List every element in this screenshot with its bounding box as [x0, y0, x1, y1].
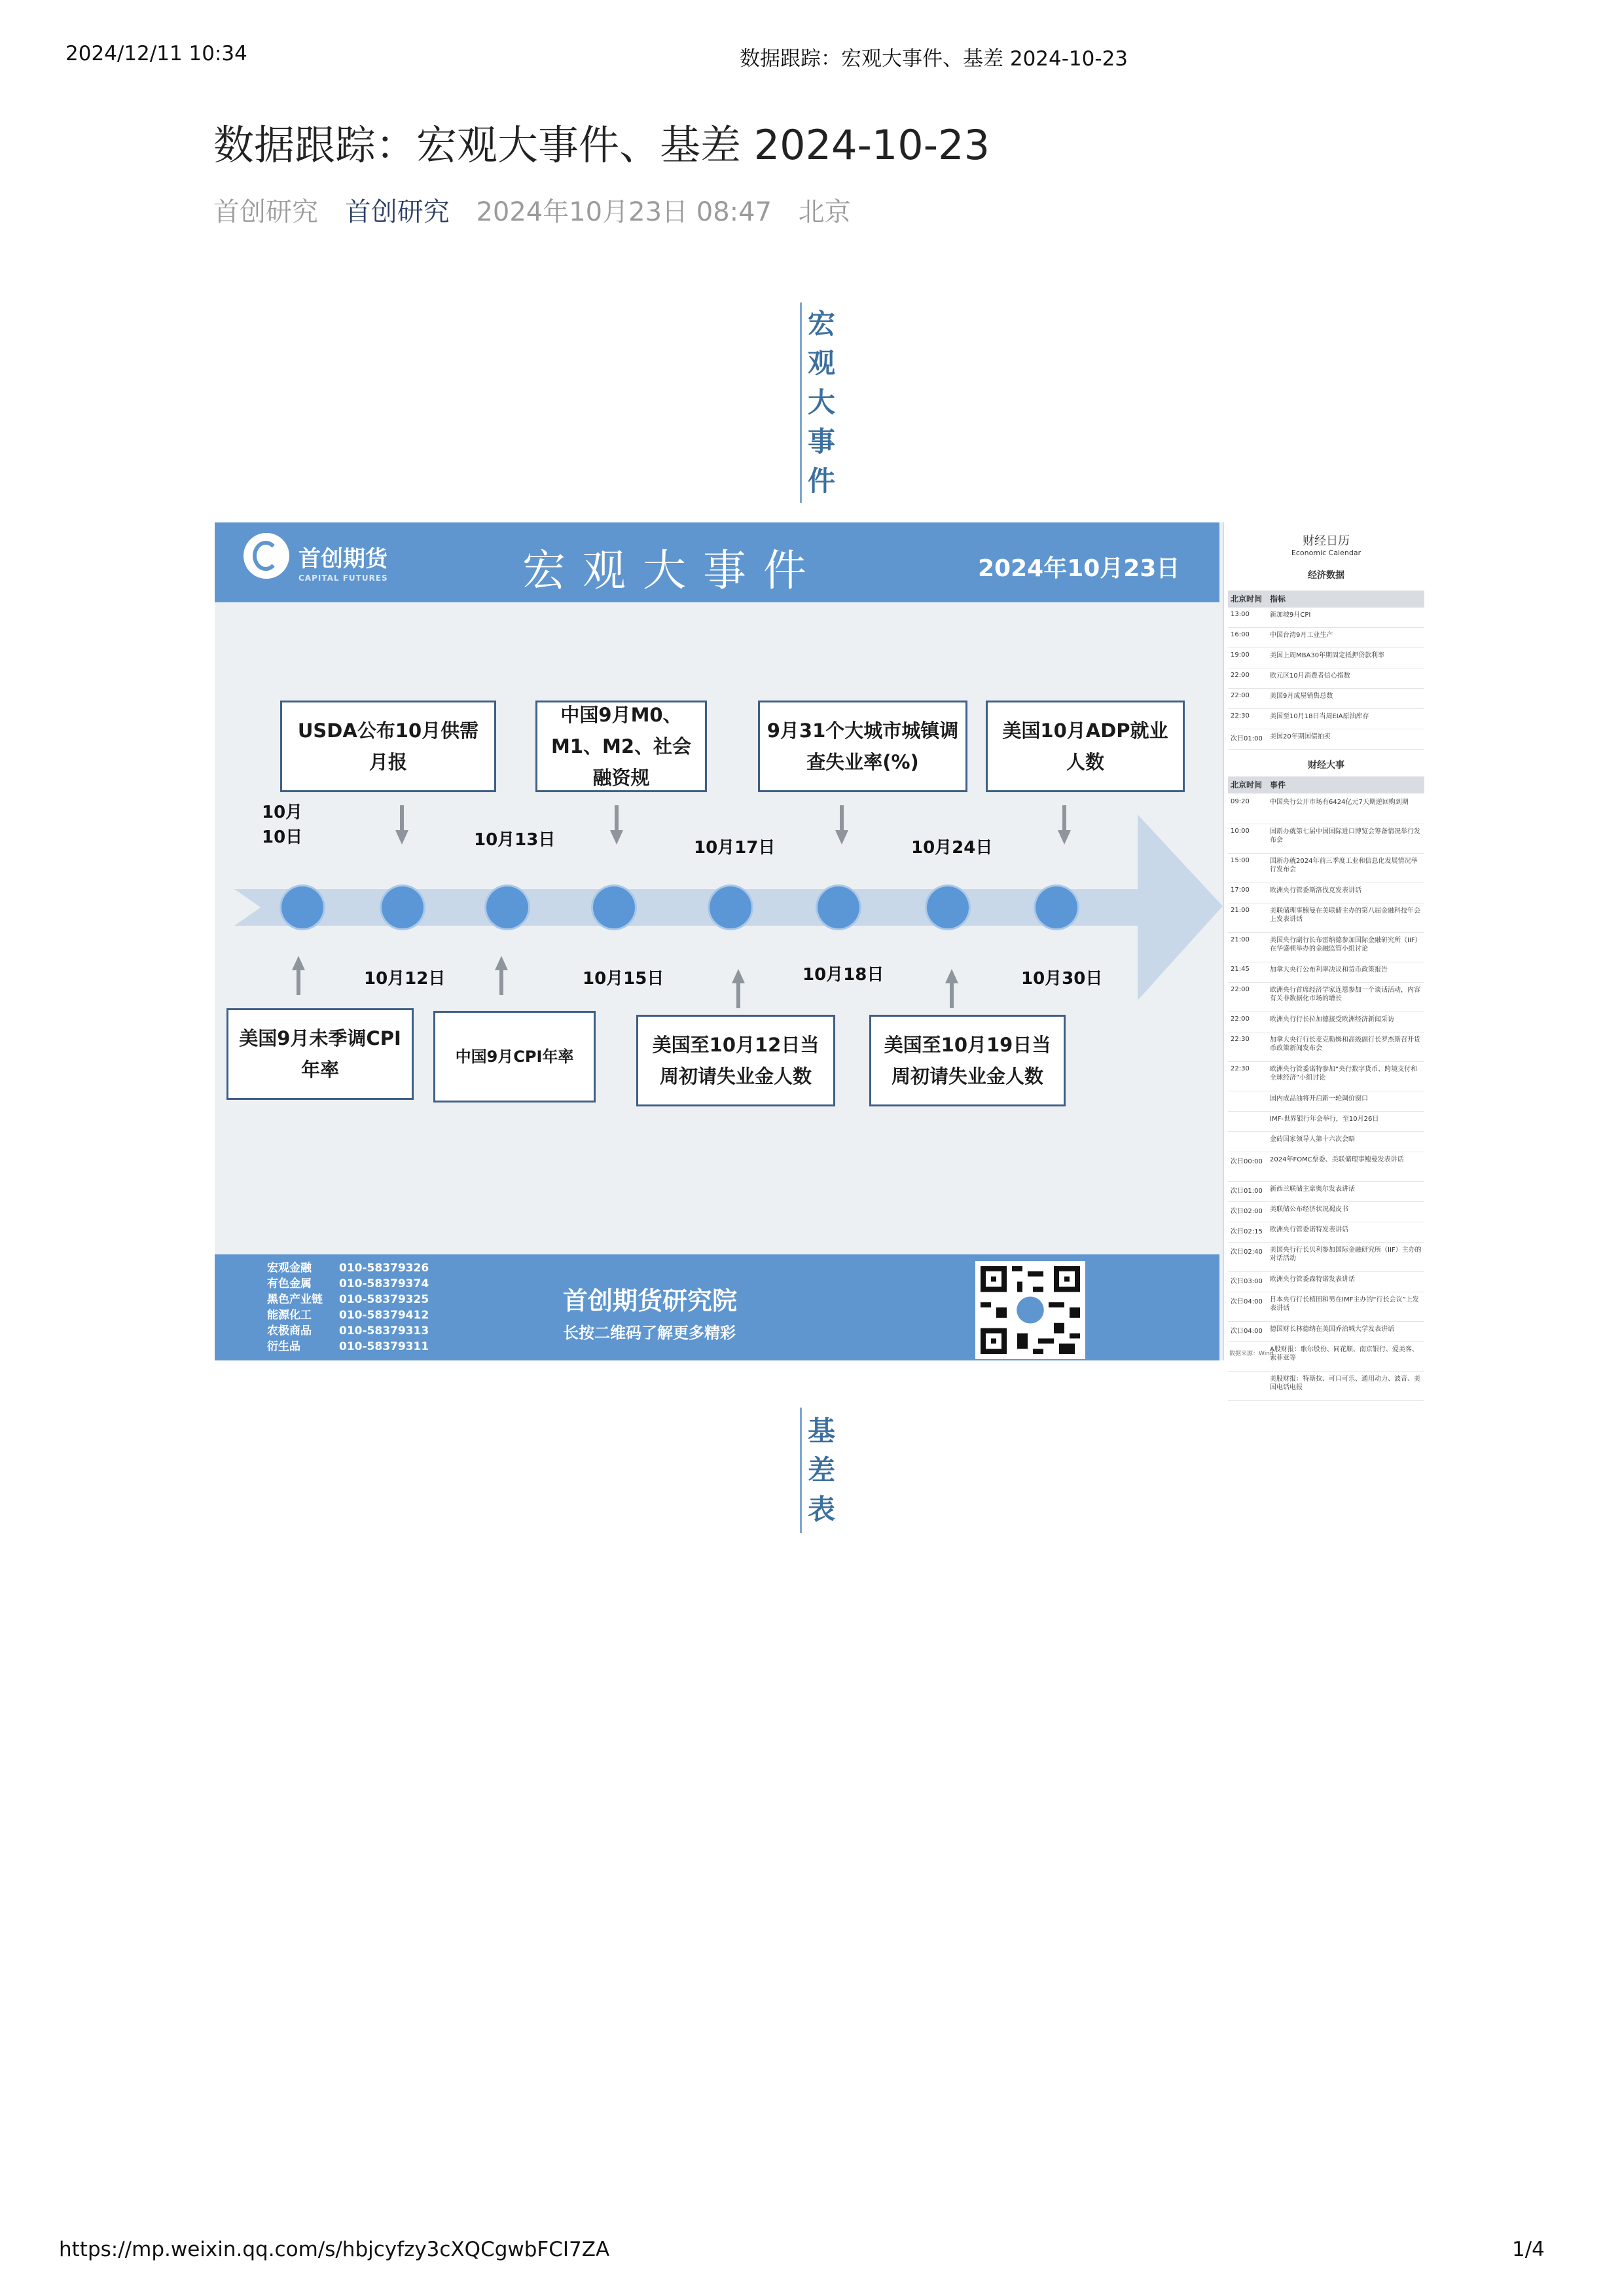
- event-china-money-supply: 中国9月M0、M1、M2、社会融资规: [535, 701, 707, 792]
- row-event: 美联储理事鲍曼在美联储主办的第八届金融科技年会上发表讲话: [1270, 907, 1420, 923]
- econ-table-header: [1228, 591, 1424, 608]
- contact-list: [267, 1261, 470, 1355]
- date-label: 10月12日: [364, 969, 446, 989]
- event-row: [1228, 1322, 1424, 1342]
- account-link[interactable]: 首创研究: [344, 197, 450, 227]
- row-event: 国新办就2024年前三季度工业和信息化发展情况举行发布会: [1270, 858, 1418, 873]
- row-event: 日本央行行长植田和男在IMF主办的“行长会议”上发表讲话: [1270, 1296, 1419, 1312]
- footer-url: https://mp.weixin.qq.com/s/hbjcyfzy3cXQCgwbFCI7ZA: [59, 2238, 610, 2261]
- event-china-cpi: 中国9月CPI年率: [433, 1011, 596, 1102]
- event-row: [1228, 1112, 1424, 1132]
- row-indicator: 中国台湾9月工业生产: [1270, 632, 1333, 639]
- row-time: 次日03:00: [1231, 1278, 1263, 1285]
- row-event: 欧洲央行管委斯洛伐克发表讲话: [1270, 887, 1361, 894]
- row-time: 13:00: [1231, 611, 1250, 618]
- down-arrow-icon: [395, 805, 408, 845]
- row-time: 19:00: [1231, 651, 1250, 659]
- section-char: 表: [807, 1493, 835, 1525]
- row-event: 美联储公布经济状况褐皮书: [1270, 1206, 1348, 1213]
- date-label: 10月13日: [474, 830, 556, 850]
- row-indicator: 美国20年期国债拍卖: [1270, 733, 1331, 740]
- event-row: [1228, 1272, 1424, 1292]
- econ-data-row: [1228, 729, 1424, 750]
- row-event: 欧洲央行管委诺特参加“央行数字货币、跨境支付和全球经济”小组讨论: [1270, 1066, 1418, 1082]
- row-time: 次日04:00: [1231, 1328, 1263, 1335]
- row-event: 德国财长林德纳在美国乔治城大学发表讲话: [1270, 1326, 1394, 1333]
- col-time: 北京时间: [1231, 780, 1263, 790]
- row-time: 次日00:00: [1231, 1158, 1263, 1165]
- event-row: [1228, 1132, 1424, 1152]
- date-label: 10月30日: [1021, 969, 1103, 989]
- row-event: 金砖国家领导人第十六次会晤: [1270, 1136, 1355, 1143]
- down-arrow-icon: [835, 805, 848, 845]
- timeline-dot: [382, 886, 424, 928]
- row-event: 欧洲央行行长拉加德接受欧洲经济新闻采访: [1270, 1016, 1394, 1023]
- author-name: 首创研究: [213, 197, 318, 227]
- event-row: [1228, 983, 1424, 1012]
- row-time: 22:00: [1231, 692, 1250, 699]
- page-title: 数据跟踪：宏观大事件、基差 2024-10-23: [213, 121, 990, 169]
- event-row: [1228, 933, 1424, 962]
- row-time: 21:00: [1231, 936, 1250, 943]
- row-time: 09:20: [1231, 798, 1250, 805]
- row-event: 美国央行副行长布雷纳德参加国际金融研究所（IIF）在华盛顿举办的金融监管小组讨论: [1270, 937, 1422, 953]
- up-arrow-icon: [945, 969, 958, 1008]
- calendar-title: 财经日历: [1303, 534, 1350, 548]
- row-event: A股财报：歌尔股份、同花顺、南京银行、爱美客、索菲亚等: [1270, 1346, 1418, 1362]
- event-row: [1228, 1012, 1424, 1032]
- row-event: 欧洲央行管委诺特发表讲话: [1270, 1226, 1348, 1233]
- contact-phone: 010-58379313: [339, 1324, 429, 1338]
- section-char: 差: [807, 1454, 835, 1486]
- row-indicator: 美国9月成屋销售总数: [1270, 693, 1333, 700]
- section-char: 基: [807, 1415, 835, 1447]
- print-doc-title: 数据跟踪：宏观大事件、基差 2024-10-23: [740, 47, 1128, 71]
- contact-phone: 010-58379325: [339, 1293, 429, 1306]
- up-arrow-icon: [732, 969, 745, 1008]
- row-time: 21:45: [1231, 966, 1250, 973]
- down-arrow-icon: [1058, 805, 1071, 845]
- section-char: 件: [807, 465, 835, 497]
- col-event: 事件: [1270, 780, 1286, 790]
- event-row: [1228, 883, 1424, 903]
- timeline-dot: [710, 886, 751, 928]
- event-us-jobless-claims-1019: 美国至10月19日当周初请失业金人数: [869, 1015, 1066, 1106]
- contact-dept: 能源化工: [267, 1309, 312, 1322]
- econ-data-heading: 经济数据: [1308, 570, 1344, 581]
- row-event: 2024年FOMC票委、美联储理事鲍曼发表讲话: [1270, 1156, 1404, 1163]
- date-label: 10月17日: [694, 838, 776, 858]
- contact-dept: 宏观金融: [267, 1262, 312, 1275]
- row-time: 22:00: [1231, 672, 1250, 679]
- econ-data-row: [1228, 648, 1424, 668]
- row-indicator: 美国上周MBA30年期固定抵押贷款利率: [1270, 652, 1385, 659]
- timeline-dot: [818, 886, 859, 928]
- econ-data-row: [1228, 668, 1424, 689]
- row-time: 17:00: [1231, 886, 1250, 894]
- section-char: 观: [807, 347, 835, 379]
- row-time: 21:00: [1231, 907, 1250, 914]
- event-us-cpi: 美国9月未季调CPI年率: [226, 1008, 414, 1100]
- row-indicator: 欧元区10月消费者信心指数: [1270, 672, 1350, 680]
- section-char: 大: [807, 386, 835, 418]
- publish-location: 北京: [798, 197, 851, 227]
- macro-events-infographic[interactable]: [215, 522, 1427, 1391]
- logo-text: 首创期货: [298, 546, 387, 572]
- row-time: 10:00: [1231, 828, 1250, 835]
- timeline-dot: [927, 886, 969, 928]
- section-label-macro-events: [800, 302, 841, 503]
- row-event: IMF-世界银行年会举行，至10月26日: [1270, 1116, 1379, 1123]
- event-row: [1228, 854, 1424, 883]
- contact-phone: 010-58379311: [339, 1340, 429, 1353]
- econ-data-row: [1228, 689, 1424, 709]
- print-datetime: 2024/12/11 10:34: [65, 42, 247, 65]
- contact-phone: 010-58379412: [339, 1309, 429, 1322]
- publish-date: 2024年10月23日 08:47: [476, 197, 772, 227]
- contact-dept: 黑色产业链: [267, 1293, 323, 1306]
- event-row: [1228, 962, 1424, 983]
- timeline-dot: [1036, 886, 1077, 928]
- row-time: 16:00: [1231, 631, 1250, 638]
- date-label: 10月18日: [802, 965, 884, 985]
- event-city-unemployment: 9月31个大城市城镇调查失业率(%): [758, 701, 967, 792]
- events-heading: 财经大事: [1308, 760, 1344, 771]
- event-us-jobless-claims-1012: 美国至10月12日当周初请失业金人数: [636, 1015, 835, 1106]
- events-table-header: [1228, 776, 1424, 793]
- econ-data-row: [1228, 608, 1424, 628]
- row-time: 次日04:00: [1231, 1298, 1263, 1305]
- contact-phone: 010-58379374: [339, 1277, 429, 1290]
- institute-name: 首创期货研究院: [563, 1286, 738, 1315]
- row-time: 次日01:00: [1231, 1188, 1263, 1195]
- up-arrow-icon: [495, 956, 508, 995]
- row-time: 22:30: [1231, 1036, 1250, 1043]
- date-label: 10月15日: [583, 969, 664, 989]
- row-event: 加拿大央行公布利率决议和货币政策报告: [1270, 966, 1388, 974]
- economic-calendar: [1223, 522, 1428, 1391]
- row-time: 15:00: [1231, 857, 1250, 864]
- qr-code-icon[interactable]: [975, 1261, 1085, 1359]
- event-row: [1228, 1152, 1424, 1182]
- institute-subtitle: 长按二维码了解更多精彩: [563, 1324, 736, 1342]
- row-event: 新西兰联储主席奥尔发表讲话: [1270, 1186, 1355, 1193]
- event-row: [1228, 1202, 1424, 1222]
- row-time: 次日02:40: [1231, 1248, 1263, 1256]
- event-row: [1228, 1243, 1424, 1272]
- row-time: 22:00: [1231, 986, 1250, 993]
- section-label-basis-table: [800, 1408, 841, 1533]
- event-row: [1228, 1091, 1424, 1112]
- event-usda-wasde: USDA公布10月供需月报: [280, 701, 496, 792]
- date-label: 10月24日: [911, 838, 993, 858]
- event-row: [1228, 1222, 1424, 1243]
- logo-subtext: CAPITAL FUTURES: [298, 574, 388, 583]
- col-item: 指标: [1270, 594, 1286, 604]
- row-event: 欧洲央行管委森特诺发表讲话: [1270, 1276, 1355, 1283]
- timeline-dot: [281, 886, 323, 928]
- contact-dept: 有色金属: [267, 1277, 312, 1290]
- event-row: [1228, 903, 1424, 933]
- down-arrow-icon: [610, 805, 623, 845]
- row-event: 美国央行行长贝利参加国际金融研究所（IIF）主办的对话活动: [1270, 1247, 1422, 1262]
- calendar-subtitle: Economic Calendar: [1291, 549, 1361, 557]
- event-row: [1228, 1062, 1424, 1091]
- up-arrow-icon: [292, 956, 305, 995]
- row-time: 22:30: [1231, 1065, 1250, 1072]
- byline: [213, 191, 869, 228]
- section-char: 宏: [807, 308, 835, 340]
- econ-data-row: [1228, 709, 1424, 729]
- event-row: [1228, 1372, 1424, 1401]
- contact-phone: 010-58379326: [339, 1262, 429, 1275]
- row-event: 美股财报：特斯拉、可口可乐、通用动力、波音、美国电话电报: [1270, 1376, 1420, 1391]
- row-time: 22:00: [1231, 1015, 1250, 1023]
- event-row: [1228, 795, 1424, 824]
- row-time: 次日02:00: [1231, 1208, 1263, 1215]
- event-us-adp: 美国10月ADP就业人数: [986, 701, 1185, 792]
- col-time: 北京时间: [1231, 594, 1263, 604]
- row-event: 加拿大央行行长麦克勒姆和高级副行长罗杰斯召开货币政策新闻发布会: [1270, 1036, 1420, 1052]
- event-row: [1228, 1182, 1424, 1202]
- banner-title: 宏观大事件: [522, 545, 823, 596]
- logo-swirl-icon: [253, 541, 279, 571]
- timeline-dot: [486, 886, 528, 928]
- row-indicator: 新加坡9月CPI: [1270, 611, 1311, 619]
- row-time: 次日02:15: [1231, 1228, 1263, 1235]
- section-char: 事: [807, 426, 835, 458]
- row-event: 欧洲央行首席经济学家连恩参加一个谈话活动，内容有关非数据化市场的增长: [1270, 987, 1420, 1002]
- row-event: 中国央行公开市场有6424亿元7天期逆回购到期: [1270, 799, 1409, 806]
- event-row: [1228, 1292, 1424, 1322]
- contact-dept: 农极商品: [267, 1324, 312, 1338]
- econ-data-row: [1228, 628, 1424, 648]
- page-number: 1/4: [1512, 2238, 1545, 2261]
- row-time: 次日01:00: [1231, 735, 1263, 742]
- timeline-dot: [593, 886, 635, 928]
- calendar-footnote: 数据来源：Wind: [1229, 1351, 1274, 1357]
- row-time: 22:30: [1231, 712, 1250, 720]
- contact-dept: 衍生品: [267, 1340, 300, 1353]
- row-event: 国内成品油将开启新一轮调价窗口: [1270, 1095, 1368, 1102]
- banner-date: 2024年10月23日: [978, 555, 1180, 582]
- event-row: [1228, 1032, 1424, 1062]
- row-indicator: 美国至10月18日当周EIA原油库存: [1270, 713, 1369, 720]
- row-event: 国新办就第七届中国国际进口博览会筹备情况举行发布会: [1270, 828, 1420, 844]
- event-row: [1228, 824, 1424, 854]
- date-label: 10月10日: [262, 803, 303, 847]
